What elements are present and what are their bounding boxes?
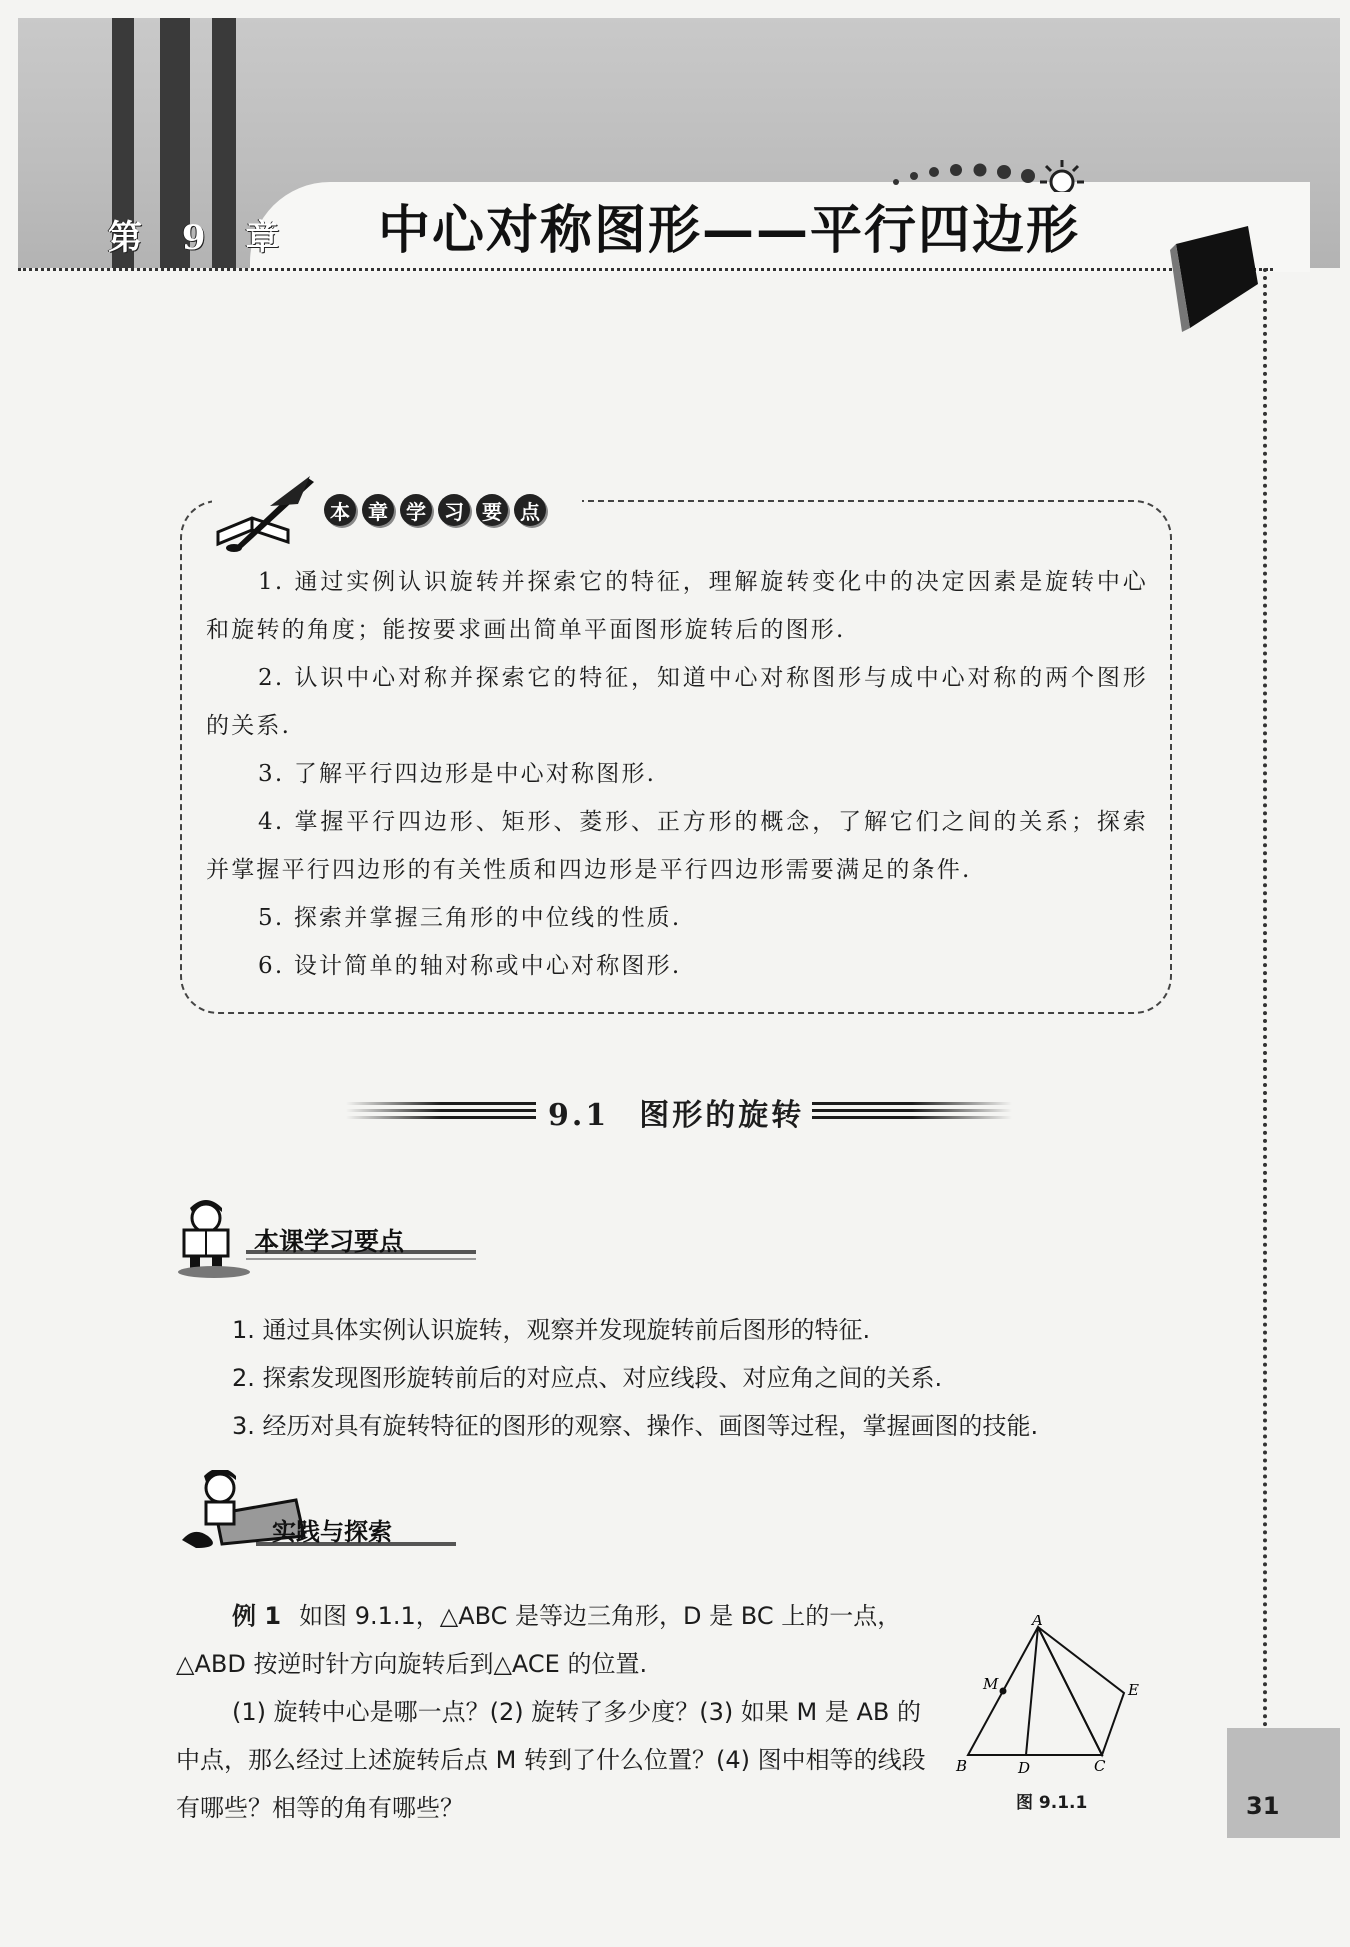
label-b: B [956,1757,968,1775]
list-item: 3. 了解平行四边形是中心对称图形. [258,761,657,787]
practice-label: 实践与探索 [272,1518,392,1546]
section-rule-right [812,1100,1012,1122]
section-title [548,1090,804,1134]
lesson-key-points-label: 本课学习要点 [254,1227,405,1256]
key-point-char: 习 [438,494,470,526]
list-item: 5. 探索并掌握三角形的中位线的性质. [258,905,682,931]
list-item: 1. 通过具体实例认识旋转，观察并发现旋转前后图形的特征. [232,1316,871,1344]
lesson-key-points-list [232,1306,1152,1450]
header-dotted-line [18,268,1273,271]
key-point-char: 章 [362,494,394,526]
book-corner-icon [1168,222,1264,332]
list-item: 2. 探索发现图形旋转前后的对应点、对应线段、对应角之间的关系. [232,1364,943,1392]
example-1 [176,1592,936,1832]
chapter-title: 中心对称图形——平行四边形 [378,201,1081,261]
point-m [1000,1688,1007,1695]
label-m: M [983,1675,999,1693]
key-point-char: 学 [400,494,432,526]
page-number-tab [1227,1728,1340,1838]
label-d: D [1018,1759,1031,1775]
triangle-figure [950,1615,1150,1775]
key-point-char: 要 [476,494,508,526]
label-a: A [1032,1615,1043,1629]
page-number: 31 [1246,1792,1280,1820]
label-c: C [1094,1757,1106,1775]
key-point-char: 点 [514,494,546,526]
list-item: 4. 掌握平行四边形、矩形、菱形、正方形的概念，了解它们之间的关系；探索并掌握平行四边形的有关性质和四边形是平行四边形需要满足的条件. [206,809,1148,883]
section-rule-left [346,1100,536,1122]
example-questions: (1) 旋转中心是哪一点？(2) 旋转了多少度？(3) 如果 M 是 AB 的中点，那么经过上述旋转后点 M 转到了什么位置？(4) 图中相等的线段有哪些？相等的角有哪些？ [176,1698,926,1822]
chapter-key-points-list [206,558,1148,990]
list-item: 2. 认识中心对称并探索它的特征，知道中心对称图形与成中心对称的两个图形的关系. [206,665,1148,739]
key-point-char: 本 [324,494,356,526]
list-item: 6. 设计简单的轴对称或中心对称图形. [258,953,682,979]
example-paragraph [176,1592,936,1688]
section-number: 9.1 [548,1098,610,1133]
list-item: 3. 经历对具有旋转特征的图形的观察、操作、画图等过程，掌握画图的技能. [232,1412,1039,1440]
sun-dots-decoration [890,152,1100,192]
section-name: 图形的旋转 [639,1098,805,1133]
margin-dotted-line [1263,268,1267,1728]
label-e: E [1128,1681,1139,1699]
book-and-quill-icon [212,470,322,552]
example-text: 如图 9.1.1，△ABC 是等边三角形，D 是 BC 上的一点，△ABD 按逆时针方向旋转后到△ACE 的位置. [176,1602,902,1678]
example-heading: 例 1 [232,1602,282,1630]
chapter-label: 第 9 章 [108,218,294,258]
list-item: 1. 通过实例认识旋转并探索它的特征，理解旋转变化中的决定因素是旋转中心和旋转的角度；能按要求画出简单平面图形旋转后的图形. [206,569,1148,643]
sun-icon [1040,160,1084,192]
figure-caption: 图 9.1.1 [1016,1793,1088,1813]
